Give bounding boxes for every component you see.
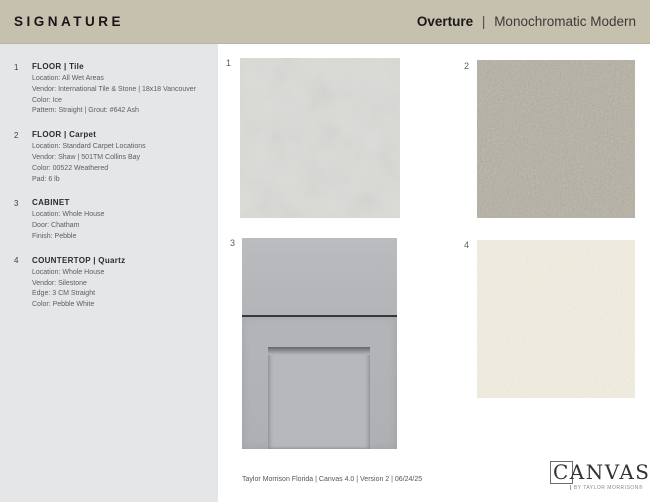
logo-wordmark-wrap <box>553 460 650 484</box>
swatch-tile-ice <box>240 58 400 218</box>
canvas-logo <box>553 460 650 491</box>
spec-detail: Location: Whole House <box>32 211 105 219</box>
spec-detail: Pad: 6 lb <box>32 175 60 183</box>
spec-number: 1 <box>14 62 19 72</box>
spec-detail: Color: 00522 Weathered <box>32 164 109 172</box>
cabinet-door-front <box>242 317 397 449</box>
spec-detail: Location: Standard Carpet Locations <box>32 143 146 151</box>
spec-detail: Finish: Pebble <box>32 232 77 240</box>
swatch-cabinet-door <box>242 238 397 449</box>
quartz-texture <box>477 240 635 398</box>
spec-detail: Vendor: International Tile & Stone | 18x18 Vancouver <box>32 85 196 93</box>
spec-body <box>32 198 214 242</box>
spec-detail: Vendor: Silestone <box>32 279 87 287</box>
header-bar <box>0 0 650 44</box>
spec-number: 2 <box>14 130 19 140</box>
collection-title <box>417 14 636 29</box>
spec-body <box>32 62 214 117</box>
swatch-label-3: 3 <box>230 238 236 248</box>
logo-tagline <box>553 485 643 491</box>
spec-detail: Location: Whole House <box>32 268 105 276</box>
swatch-carpet-weathered <box>477 60 635 218</box>
spec-title: COUNTERTOP | Quartz <box>32 255 126 265</box>
spec-item-floor-tile <box>14 62 214 117</box>
spec-detail: Edge: 3 CM Straight <box>32 290 96 298</box>
swatch-quartz-pebble-white <box>477 240 635 398</box>
spec-title: FLOOR | Tile <box>32 62 84 71</box>
spec-body <box>32 256 214 311</box>
spec-detail: Vendor: Shaw | 501TM Collins Bay <box>32 153 141 161</box>
logo-tagline-text: BY TAYLOR MORRISON® <box>573 485 643 491</box>
spec-detail: Color: Pebble White <box>32 301 95 309</box>
spec-detail: Door: Chatham <box>32 222 80 230</box>
logo-wordmark: CANVAS <box>553 460 650 484</box>
swatch-label-4: 4 <box>464 240 470 250</box>
tile-texture <box>240 58 400 218</box>
spec-number: 4 <box>14 256 19 266</box>
swatch-label-2: 2 <box>464 61 470 71</box>
spec-detail: Color: Ice <box>32 96 62 104</box>
spec-detail: Pattern: Straight | Grout: #642 Ash <box>32 107 139 115</box>
swatch-label-1: 1 <box>226 58 232 68</box>
spec-title: FLOOR | Carpet <box>32 130 97 140</box>
carpet-texture <box>477 60 635 218</box>
logo-tick-icon <box>570 485 571 490</box>
spec-title: CABINET <box>32 198 70 208</box>
cabinet-drawer-front <box>242 238 397 315</box>
footer-credit: Taylor Morrison Florida | Canvas 4.0 | Version 2 | 06/24/25 <box>242 476 423 483</box>
collection-name: Overture <box>416 14 474 29</box>
style-name: Monochromatic Modern <box>494 14 636 29</box>
brand-title: SIGNATURE <box>14 14 125 29</box>
cabinet-recessed-panel <box>268 347 370 449</box>
spec-item-countertop <box>14 256 214 311</box>
spec-detail: Location: All Wet Areas <box>32 75 104 82</box>
spec-body <box>32 130 214 185</box>
spec-sidebar <box>0 44 218 502</box>
title-separator: | <box>481 14 486 29</box>
spec-number: 3 <box>14 198 19 208</box>
spec-item-cabinet <box>14 198 214 242</box>
spec-item-floor-carpet <box>14 130 214 185</box>
